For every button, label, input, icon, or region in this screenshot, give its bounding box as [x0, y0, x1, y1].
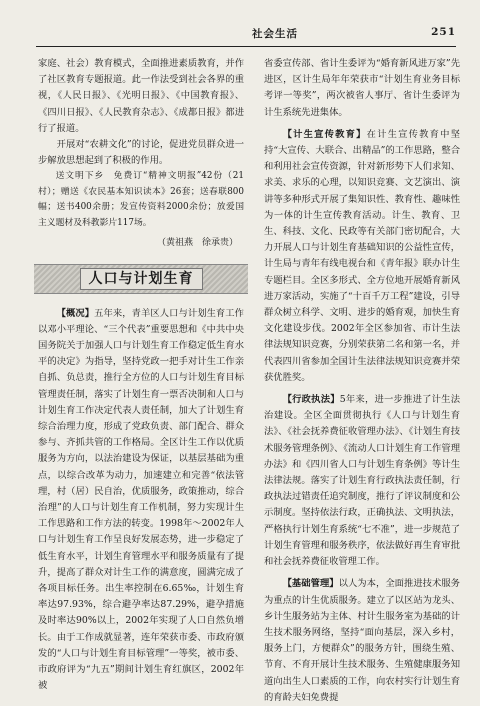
- section-banner-title: 人口与计划生育: [80, 268, 203, 290]
- propaganda-tag: 【计生宣传教育】: [282, 128, 367, 140]
- header-rule: [36, 46, 456, 47]
- propaganda-text: 在计生宣传教育中坚持“大宣传、大联合、出精品”的工作思路，整合和利用社会宣传资源，针对新形势下人们求知、求美、求乐的心理，以知识竞赛、文艺演出、演讲等多种形式开展了集知识性、教育性、趣味性为一体的计生宣传教育活动。计生、教育、卫生、科技、文化、民政等有关部门密切配合，大力开展人口与计划生育基础知识的公益性宣传，计生局与青年有线电视台和《青年报》联办计生专题栏目。全区多形式、全方位地开展婚育新风进万家活动，实施了“十百千万工程”建设，引导群众树立科学、文明、进步的婚育观，加快生育文化建设步伐。2002年全区参加省、市计生法律法规知识竞赛，分别荣获第二名和第一名，并代表四川省参加全国计生法律法规知识竞赛并荣获优胜奖。: [264, 128, 460, 383]
- author-signature: （黄祖燕 徐承贵）: [156, 238, 238, 249]
- overview-text: 五年来，青羊区人口与计划生育工作以邓小平理论、“三个代表”重要思想和《中共中央国务院关于加强人口与计划生育工作稳定低生育水平的决定》为指导，坚持党政一把手对计生工作亲自抓、负总责，推行全方位的人口与计划生育目标管理责任制，落实了计划生育一票否决制和人口与计划生育工作决定代表人责任制，加大了计划生育综合治理力度，形成了党政负责、部门配合、群众参与、齐抓共管的工作格局。全区计生工作以优质服务为方向，以法治建设为保证，以基层基础为重点，以综合改革为动力，加速建立和完善“依法管理，村（居）民自治，优质服务，政策推动，综合治理”的人口与计划生育工作机制，努力实现计生工作思路和工作方法的转变。1998年～2002年人口与计划生育工作呈良好发展态势，进一步稳定了低生育水平，计划生育管理水平和服务质量有了提升，提高了群众对计生工作的满意度，圆满完成了各项目标任务。出生率控制在6.65‰，计划生育率达97.93%，综合避孕率达87.29%，避孕措施及时率达90%以上，2002年实现了人口自然负增长。由于工作成就显著，连年荣获市委、市政府颁发的“人口与计划生育目标管理”一等奖，被市委、市政府评为“九五”期间计划生育红旗区，2002年被: [38, 307, 244, 692]
- right-column: [264, 56, 460, 706]
- paragraph-media-coverage: 家庭、社会）教育模式，全面推进素质教育，并作了社区教育专题报道。此一作法受到社会各界的重视，《人民日报》、《光明日报》、《中国教育报》、《四川日报》、《人民教育杂志》、《成都日报》都进行了报道。: [38, 58, 244, 134]
- left-column: [38, 56, 244, 695]
- paragraph-civilization-to-countryside: 送文明下乡 免费订“精神文明报”42份（21村）；赠送《农民基本知识读本》26套；送春联800幅；送书400余册；发宣传资料2000余份；放爱国主义题材及科教影片117场。: [38, 171, 244, 228]
- overview-tag: 【概况】: [56, 307, 95, 319]
- paragraph-farming-culture: 开展对“农耕文化”的讨论，促进党员群众进一步解放思想起到了积极的作用。: [38, 139, 244, 167]
- service-text: 以人为本，全面推进技术服务为重点的计生优质服务。建立了以区站为龙头、乡计生服务站为主体、村计生服务室为基础的计生技术服务网络，坚持“面向基层，深入乡村，服务上门，方便群众”的服务方针，围绕生殖、节育、不育开展计生技术服务、生殖健康服务知道向出生人口素质的工作，向农村实行计划生育的育龄夫妇免费提: [264, 578, 460, 703]
- page-number: 251: [431, 26, 456, 38]
- section-title: 社会生活: [252, 28, 298, 40]
- running-header: [36, 26, 456, 42]
- admin-text: 5年来，进一步推进了计生法治建设。全区全面贯彻执行《人口与计划生育法》、《社会抚养费征收管理办法》、《计划生育技术服务管理条例》、《流动人口计划生育工作管理办法》和《四川省人口与计划生育条例》等计生法律法规。落实了计划生育行政执法责任制，行政执法过错责任追究制度，推行了评议制度和公示制度。坚持依法行政，正确执法、文明执法，严格执行计划生育系统“七不准”，进一步规范了计划生育管理和服务秩序，依法做好再生育审批和社会抚养费征收管理工作。: [264, 394, 460, 568]
- paragraph-awards: 省委宣传部、省计生委评为“婚育新风进万家”先进区，区计生局年年荣获市“计划生育业务目标考评一等奖”，两次被省人事厅、省计生委评为计生系统先进集体。: [264, 58, 460, 118]
- admin-tag: 【行政执法】: [282, 394, 340, 406]
- section-banner: [34, 264, 248, 294]
- service-tag: 【基础管理】: [282, 578, 339, 590]
